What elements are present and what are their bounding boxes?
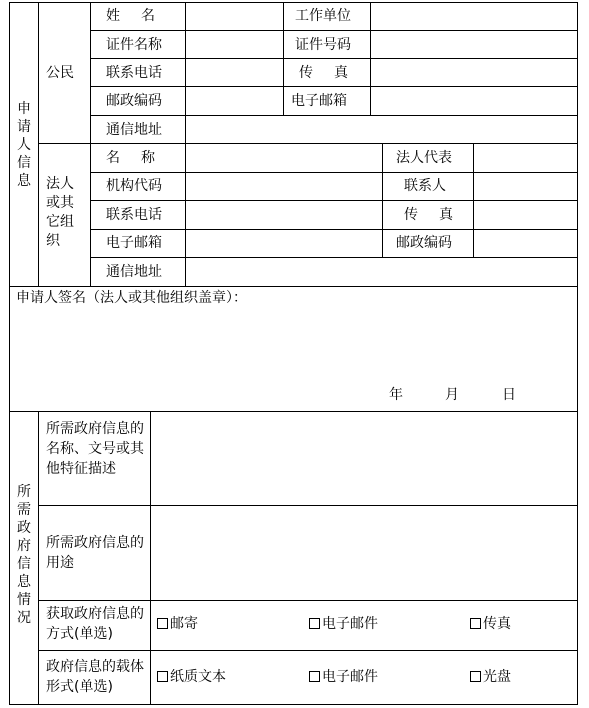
- label-address: 通信地址: [106, 122, 162, 138]
- delivery-option-mail[interactable]: 邮寄: [157, 616, 198, 633]
- checkbox-icon[interactable]: [157, 671, 168, 682]
- label-phone: 联系电话: [106, 65, 162, 81]
- org-phone-field[interactable]: [186, 201, 382, 229]
- org-postcode-field[interactable]: [474, 230, 577, 257]
- signature-label: 申请人签名（法人或其他组织盖章）：: [16, 290, 247, 306]
- citizen-email-field[interactable]: [371, 87, 577, 115]
- delivery-option-email[interactable]: 电子邮件: [309, 616, 378, 633]
- org-fax-field[interactable]: [474, 201, 577, 229]
- org-code-field[interactable]: [186, 173, 382, 200]
- org-email-field[interactable]: [186, 230, 382, 257]
- label-email: 电子邮箱: [291, 93, 347, 109]
- label-org-postcode: 邮政编码: [396, 235, 452, 251]
- label-postcode: 邮政编码: [106, 93, 162, 109]
- label-org-fax: 传真: [404, 207, 474, 223]
- checkbox-icon[interactable]: [309, 618, 320, 629]
- format-option-email[interactable]: 电子邮件: [309, 669, 378, 686]
- signature-year: 年: [389, 387, 403, 403]
- label-org-phone: 联系电话: [106, 207, 162, 223]
- citizen-id-type-field[interactable]: [186, 31, 283, 58]
- citizen-work-unit-field[interactable]: [371, 3, 577, 30]
- label-org-name: 名称: [106, 150, 176, 166]
- label-contact: 联系人: [404, 178, 446, 194]
- label-org-address: 通信地址: [106, 264, 162, 280]
- format-option-disc[interactable]: 光盘: [470, 669, 511, 686]
- label-name: 姓名: [106, 8, 176, 24]
- purpose-label: 所需政府信息的用途: [46, 535, 144, 571]
- delivery-option-fax[interactable]: 传真: [470, 616, 511, 633]
- org-contact-field[interactable]: [474, 173, 577, 200]
- org-label: 法人或其它组织: [46, 176, 74, 249]
- description-field[interactable]: [151, 412, 577, 505]
- citizen-id-number-field[interactable]: [371, 31, 577, 58]
- citizen-name-field[interactable]: [186, 3, 283, 30]
- citizen-fax-field[interactable]: [371, 59, 577, 86]
- citizen-address-field[interactable]: [186, 116, 577, 143]
- format-option-paper[interactable]: 纸质文本: [157, 669, 226, 686]
- org-legal-rep-field[interactable]: [474, 144, 577, 172]
- org-address-field[interactable]: [186, 258, 577, 286]
- format-label: 政府信息的载体形式(单选): [46, 659, 144, 695]
- checkbox-icon[interactable]: [470, 618, 481, 629]
- delivery-label: 获取政府信息的方式(单选): [46, 606, 144, 642]
- request-section-label: 所 需 政 府 信 息 情 况: [17, 484, 31, 626]
- signature-area[interactable]: [10, 310, 577, 385]
- checkbox-icon[interactable]: [309, 671, 320, 682]
- label-org-code: 机构代码: [106, 178, 162, 194]
- org-name-field[interactable]: [186, 144, 382, 172]
- label-legal-rep: 法人代表: [396, 150, 452, 166]
- citizen-phone-field[interactable]: [186, 59, 283, 86]
- applicant-section-label: 申 请 人 信 息: [17, 101, 31, 189]
- label-fax: 传真: [299, 65, 369, 81]
- signature-month: 月: [445, 387, 459, 403]
- label-org-email: 电子邮箱: [106, 235, 162, 251]
- checkbox-icon[interactable]: [157, 618, 168, 629]
- signature-day: 日: [502, 387, 516, 403]
- citizen-postcode-field[interactable]: [186, 87, 283, 115]
- label-id-type: 证件名称: [106, 37, 162, 53]
- label-id-number: 证件号码: [295, 37, 351, 53]
- description-label: 所需政府信息的名称、文号或其他特征描述: [46, 421, 144, 477]
- checkbox-icon[interactable]: [470, 671, 481, 682]
- label-work-unit: 工作单位: [295, 8, 351, 24]
- citizen-label: 公民: [46, 65, 74, 81]
- purpose-field[interactable]: [151, 506, 577, 600]
